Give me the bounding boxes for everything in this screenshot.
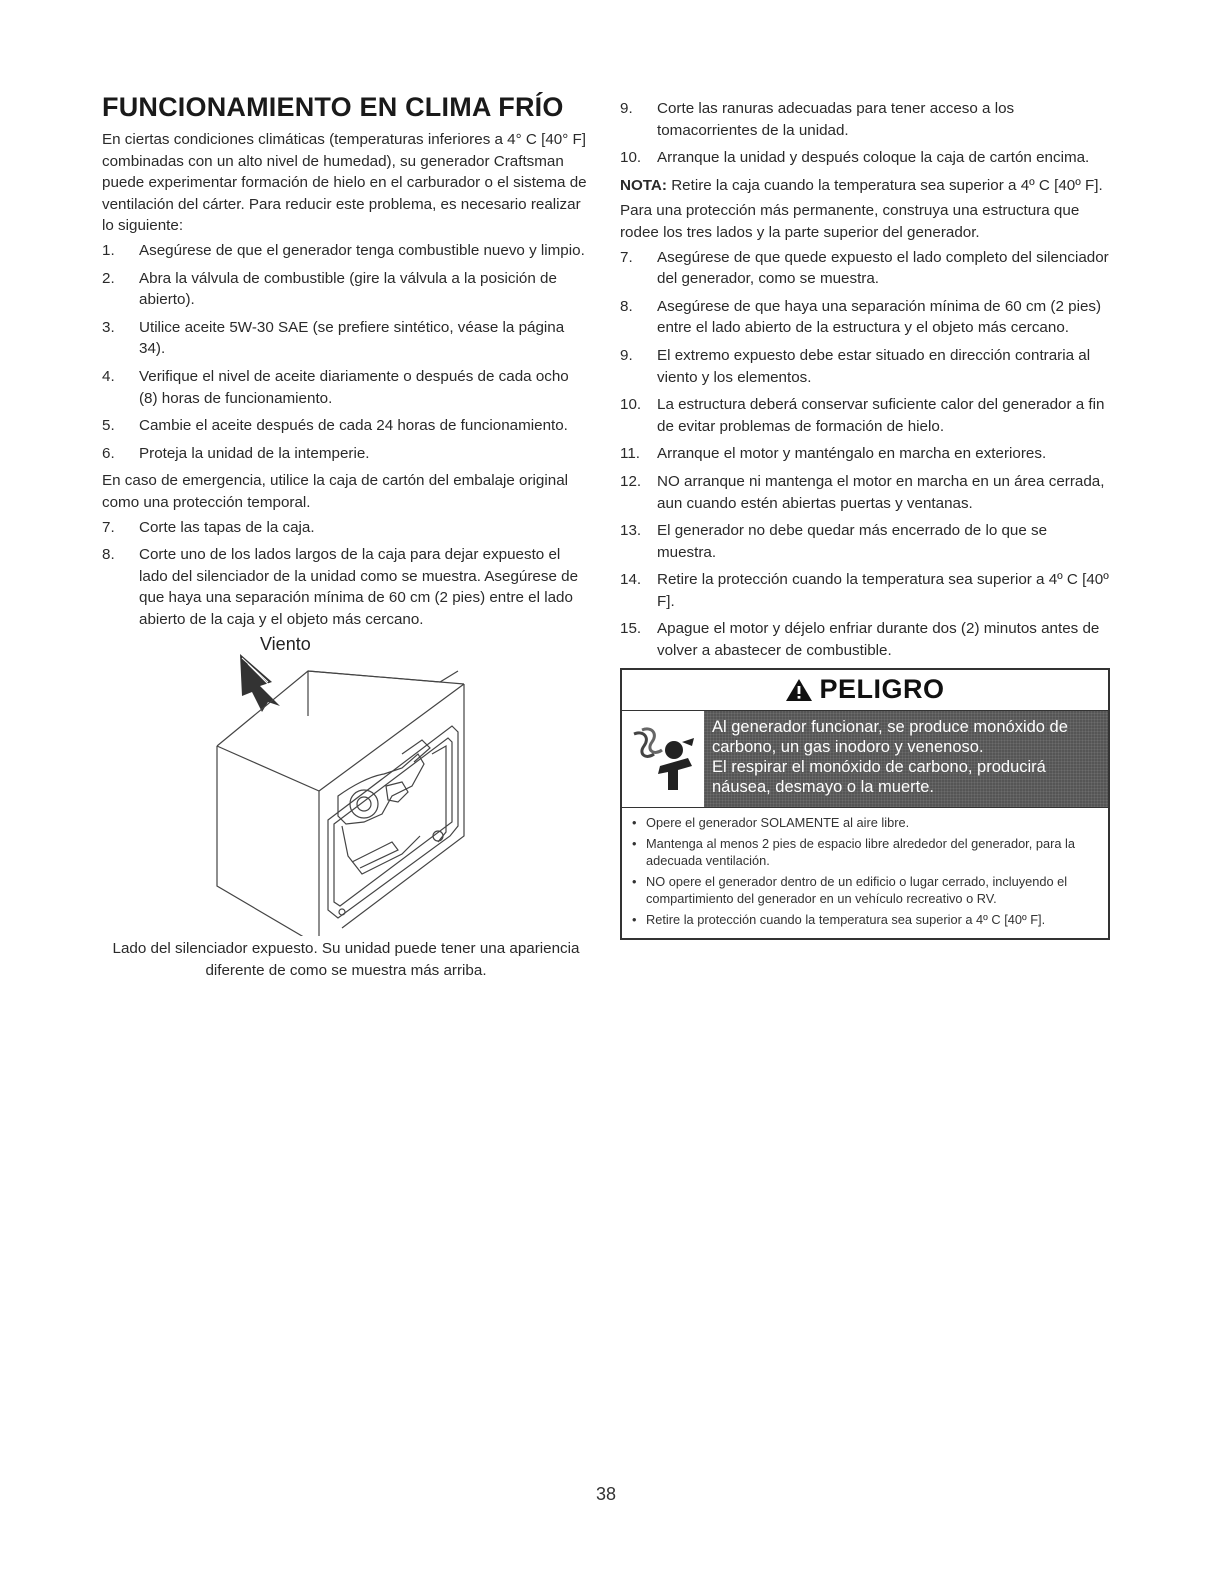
list-item: 10. La estructura deberá conservar suficiente calor del generador a fin de evitar problemas de formación de hielo. bbox=[620, 396, 1105, 435]
generator-box-figure bbox=[102, 636, 590, 936]
steps-list-b bbox=[102, 517, 590, 631]
list-item: 8. Asegúrese de que haya una separación mínima de 60 cm (2 pies) entre el lado abierto de la estructura y el objeto más cercano. bbox=[620, 297, 1102, 337]
list-item: 12. NO arranque ni mantenga el motor en marcha en un área cerrada, aun cuando estén abiertas puertas y ventanas. bbox=[620, 472, 1105, 512]
list-item: 2. Abra la válvula de combustible (gire la válvula a la posición de abierto). bbox=[102, 269, 557, 309]
danger-message bbox=[704, 711, 1108, 807]
list-item: 3. Utilice aceite 5W-30 SAE (se prefiere sintético, véase la página 34). bbox=[102, 318, 565, 358]
steps-list-c bbox=[620, 98, 1110, 169]
danger-pictogram bbox=[622, 711, 704, 807]
list-item: 9. Corte las ranuras adecuadas para tener acceso a los tomacorrientes de la unidad. bbox=[620, 100, 1015, 139]
list-item: 9. El extremo expuesto debe estar situado en dirección contraria al viento y los elementos. bbox=[620, 346, 1091, 386]
permanent-paragraph: Para una protección más permanente, construya una estructura que rodee los tres lados y la parte superior del generador. bbox=[620, 202, 1080, 241]
list-item: • NO opere el generador dentro de un edificio o lugar cerrado, incluyendo el compartimiento del generador en un vehículo recreativo o RV. bbox=[630, 873, 1100, 907]
list-item: 8. Corte uno de los lados largos de la caja para dejar expuesto el lado del silenciador de la unidad como se muestra. Asegúrese de que haya una separación mínima de 60 cm (2 pies) entre el lado abierto de la caja y el objeto más cercano. bbox=[102, 546, 579, 628]
list-item: 4. Verifique el nivel de aceite diariamente o después de cada ocho (8) horas de funcionamiento. bbox=[102, 367, 569, 407]
section-title: FUNCIONAMIENTO EN CLIMA FRÍO bbox=[102, 92, 564, 122]
wind-label: Viento bbox=[260, 634, 311, 655]
danger-message-2: El respirar el monóxido de carbono, producirá náusea, desmayo o la muerte. bbox=[712, 757, 1046, 796]
danger-message-row bbox=[622, 711, 1108, 808]
list-item: • Opere el generador SOLAMENTE al aire libre. bbox=[630, 814, 1100, 831]
right-column bbox=[620, 98, 1110, 940]
list-item: 11. Arranque el motor y manténgalo en marcha en exteriores. bbox=[620, 445, 1047, 463]
intro-paragraph: En ciertas condiciones climáticas (temperaturas inferiores a 4° C [40° F] combinadas con un alto nivel de humedad), su generador Craftsman puede experimentar formación de hielo en el carburador o el sistema de ventilación del cárter. Para reducir este problema, es necesario realizar lo siguiente: bbox=[102, 131, 587, 235]
carbon-monoxide-hazard-icon bbox=[628, 724, 698, 794]
steps-list-d bbox=[620, 247, 1110, 662]
list-item: 10. Arranque la unidad y después coloque la caja de cartón encima. bbox=[620, 149, 1090, 167]
list-item: 14. Retire la protección cuando la temperatura sea superior a 4º C [40º F]. bbox=[620, 571, 1109, 610]
emergency-paragraph: En caso de emergencia, utilice la caja de cartón del embalaje original como una protección temporal. bbox=[102, 472, 569, 511]
warning-triangle-icon bbox=[785, 678, 813, 702]
left-column bbox=[102, 92, 590, 982]
list-item: 5. Cambie el aceite después de cada 24 horas de funcionamiento. bbox=[102, 417, 568, 435]
danger-message-1: Al generador funcionar, se produce monóxido de carbono, un gas inodoro y venenoso. bbox=[712, 717, 1068, 756]
steps-list-a bbox=[102, 240, 590, 464]
page-number: 38 bbox=[595, 1484, 617, 1504]
list-item: 15. Apague el motor y déjelo enfriar durante dos (2) minutos antes de volver a abastecer de combustible. bbox=[620, 620, 1100, 660]
nota-label: NOTA: bbox=[620, 176, 667, 194]
list-item: • Retire la protección cuando la temperatura sea superior a 4º C [40º F]. bbox=[630, 911, 1100, 928]
list-item: 13. El generador no debe quedar más encerrado de lo que se muestra. bbox=[620, 522, 1048, 561]
danger-title: PELIGRO bbox=[819, 674, 945, 705]
list-item: 1. Asegúrese de que el generador tenga combustible nuevo y limpio. bbox=[102, 241, 585, 259]
list-item: 6. Proteja la unidad de la intemperie. bbox=[102, 444, 370, 462]
danger-bullets bbox=[622, 808, 1108, 938]
list-item: 7. Asegúrese de que quede expuesto el lado completo del silenciador del generador, como se muestra. bbox=[620, 248, 1109, 288]
danger-warning-box bbox=[620, 668, 1110, 940]
nota-paragraph bbox=[620, 175, 1110, 197]
wind-arrow-icon bbox=[240, 654, 280, 712]
generator-box-illustration bbox=[102, 636, 590, 936]
list-item: • Mantenga al menos 2 pies de espacio libre alrededor del generador, para la adecuada ventilación. bbox=[630, 835, 1100, 869]
danger-header bbox=[622, 670, 1108, 711]
figure-caption: Lado del silenciador expuesto. Su unidad puede tener una apariencia diferente de como se muestra más arriba. bbox=[112, 940, 580, 980]
nota-text: Retire la caja cuando la temperatura sea superior a 4º C [40º F]. bbox=[666, 176, 1103, 194]
list-item: 7. Corte las tapas de la caja. bbox=[102, 518, 315, 536]
